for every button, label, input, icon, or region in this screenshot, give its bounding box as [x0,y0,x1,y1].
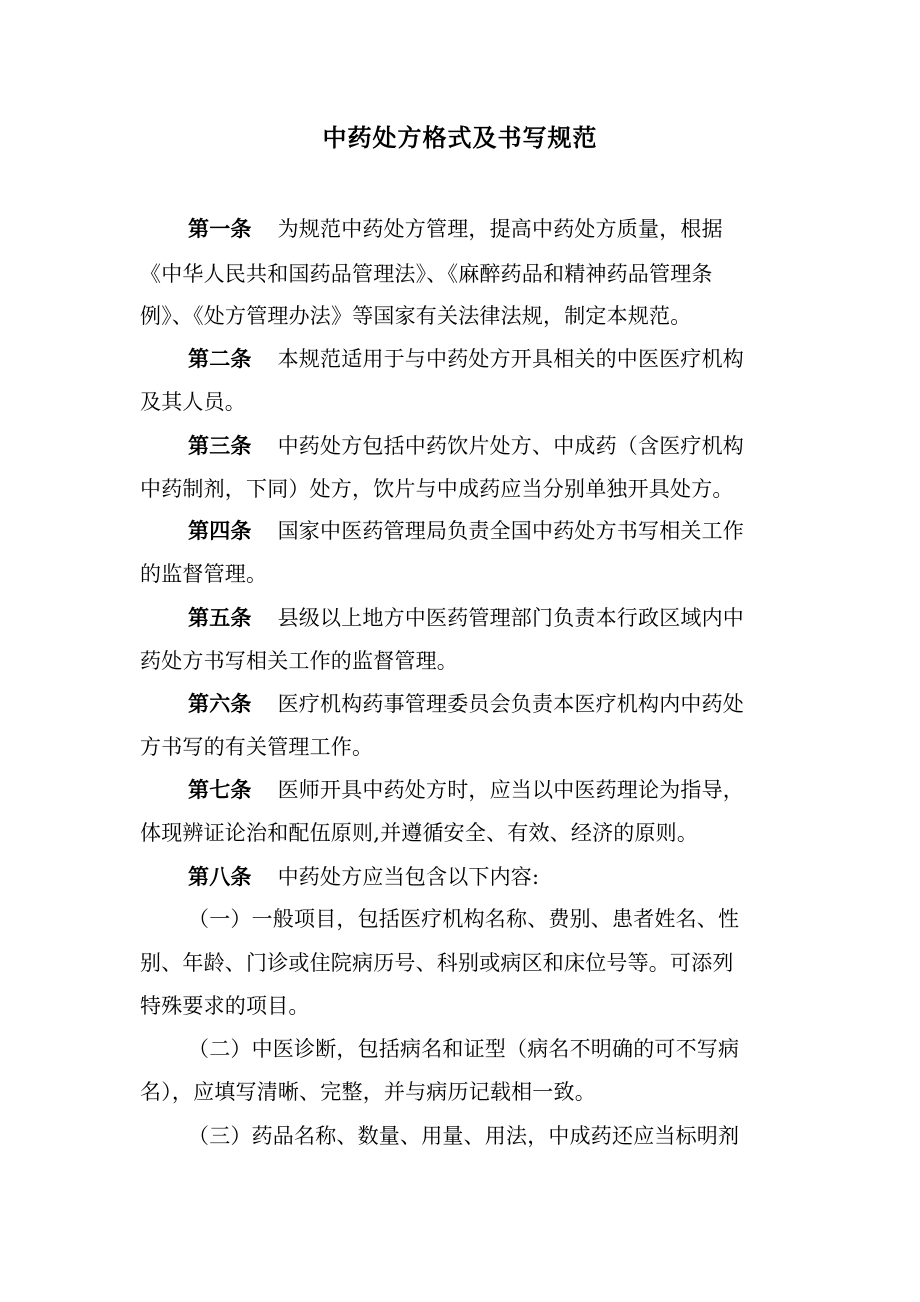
article-text: 医师开具中药处方时，应当以中医药理论为指导， [277,778,745,802]
article-2-line-2: 及其人员。 [140,390,246,414]
document-title: 中药处方格式及书写规范 [322,124,598,152]
article-label: 第五条 [188,606,252,630]
article-6-line-1 [140,689,790,719]
article-label: 第七条 [188,778,252,802]
article-3-line-1 [140,431,790,461]
item-1-line-2: 别、年龄、门诊或住院病历号、科别或病区和床位号等。可添列 [140,951,734,975]
article-6-line-2: 方书写的有关管理工作。 [140,735,374,759]
article-4-line-2: 的监督管理。 [140,562,268,586]
article-text: 中药处方包括中药饮片处方、中成药（含医疗机构 [277,434,745,458]
item-2-line-2: 名），应填写清晰、完整，并与病历记载相一致。 [140,1080,596,1104]
article-8-line-1 [140,862,790,892]
article-text: 为规范中药处方管理，提高中药处方质量，根据 [277,217,723,241]
article-2-line-1 [140,344,790,374]
item-3-line-1: （三）药品名称、数量、用量、用法，中成药还应当标明剂 [188,1124,740,1148]
article-label: 第二条 [188,347,252,371]
article-label: 第四条 [188,519,252,543]
article-label: 第六条 [188,692,252,716]
article-1-line-2: 《中华人民共和国药品管理法》、《麻醉药品和精神药品管理条 [140,262,713,286]
article-label: 第三条 [188,434,252,458]
article-text: 国家中医药管理局负责全国中药处方书写相关工作 [277,519,745,543]
item-2-line-1: （二）中医诊断，包括病名和证型（病名不明确的可不写病 [188,1037,740,1061]
article-1-line-1 [140,214,790,244]
article-7-line-2: 体现辨证论治和配伍原则,并遵循安全、有效、经济的原则。 [140,821,699,845]
article-5-line-1 [140,603,790,633]
article-7-line-1 [140,775,790,805]
item-1-line-3: 特殊要求的项目。 [140,994,310,1018]
article-label: 第八条 [188,865,252,889]
article-5-line-2: 药处方书写相关工作的监督管理。 [140,649,458,673]
article-1-line-3: 例》、《处方管理办法》等国家有关法律法规，制定本规范。 [140,304,692,328]
item-1-line-1: （一）一般项目，包括医疗机构名称、费别、患者姓名、性 [188,907,740,931]
article-text: 医疗机构药事管理委员会负责本医疗机构内中药处 [277,692,745,716]
article-label: 第一条 [188,217,252,241]
article-3-line-2: 中药制剂，下同）处方，饮片与中成药应当分别单独开具处方。 [140,477,734,501]
article-4-line-1 [140,516,790,546]
article-text: 本规范适用于与中药处方开具相关的中医医疗机构 [277,347,745,371]
article-text: 县级以上地方中医药管理部门负责本行政区域内中 [277,606,745,630]
article-text: 中药处方应当包含以下内容: [277,865,540,889]
